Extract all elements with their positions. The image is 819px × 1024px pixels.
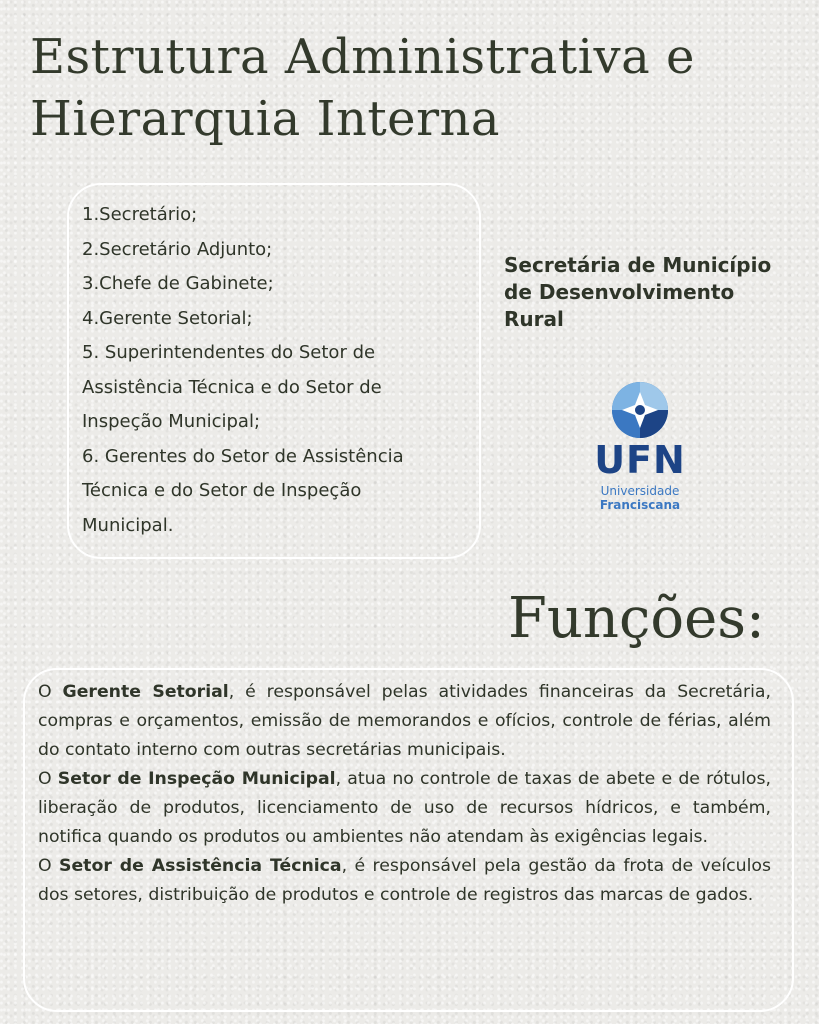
hierarchy-line: Inspeção Municipal; — [82, 411, 261, 432]
paragraph-body: , é responsável pelas atividades financeiras da Secretária, compras e orçamentos, emissão de memorandos e ofícios, controle de férias, além do contato interno com outras secretárias municipais. — [38, 682, 772, 760]
functions-title: Funções: — [508, 586, 765, 651]
hierarchy-line: 4.Gerente Setorial; — [82, 307, 253, 329]
ufn-logo-icon — [610, 380, 670, 440]
function-paragraph-inspecao — [38, 765, 771, 852]
function-paragraph-assistencia — [38, 852, 771, 910]
secretariat-name-line: de Desenvolvimento — [504, 280, 735, 304]
hierarchy-line: Assistência Técnica e do Setor de — [82, 376, 382, 398]
hierarchy-line: 3.Chefe de Gabinete; — [82, 273, 274, 294]
paragraph-body: , é responsável pela gestão da frota de veículos dos setores, distribuição de produtos e controle de registros das marcas de gados. — [38, 856, 771, 905]
hierarchy-line: Técnica e do Setor de Inspeção — [82, 480, 362, 501]
hierarchy-line: 6. Gerentes do Setor de Assistência — [82, 445, 404, 467]
secretariat-name-line: Rural — [504, 307, 564, 331]
paragraph-prefix: O — [38, 769, 58, 789]
role-name: Gerente Setorial — [62, 682, 229, 702]
paragraph-prefix: O — [38, 856, 60, 876]
logo-university-text: Universidade — [600, 484, 680, 498]
page-title-line-1: Estrutura Administrativa e — [30, 29, 695, 85]
hierarchy-line: 2.Secretário Adjunto; — [82, 238, 273, 260]
logo-abbreviation: UFN — [594, 438, 686, 482]
secretariat-name — [504, 252, 804, 333]
hierarchy-line: Municipal. — [82, 514, 174, 536]
paragraph-prefix: O — [38, 682, 63, 702]
functions-text — [38, 678, 771, 910]
paragraph-body: , atua no controle de taxas de abete e de rótulos, liberação de produtos, licenciamento de uso de recursos hídricos, e também, notifica quando os produtos ou ambientes não atendam às exigências legais. — [38, 769, 771, 847]
role-name: Setor de Inspeção Municipal — [57, 769, 336, 789]
page-title-line-2: Hierarquia Interna — [30, 91, 501, 147]
ufn-logo — [592, 380, 692, 520]
function-paragraph-gerente — [38, 678, 771, 765]
secretariat-name-line: Secretária de Município — [504, 253, 772, 277]
hierarchy-line: 1.Secretário; — [82, 204, 198, 225]
page-title — [30, 26, 800, 150]
hierarchy-list — [82, 198, 482, 543]
hierarchy-line: 5. Superintendentes do Setor de — [82, 342, 376, 363]
role-name: Setor de Assistência Técnica — [59, 856, 342, 876]
logo-franciscana-text: Franciscana — [599, 498, 681, 512]
